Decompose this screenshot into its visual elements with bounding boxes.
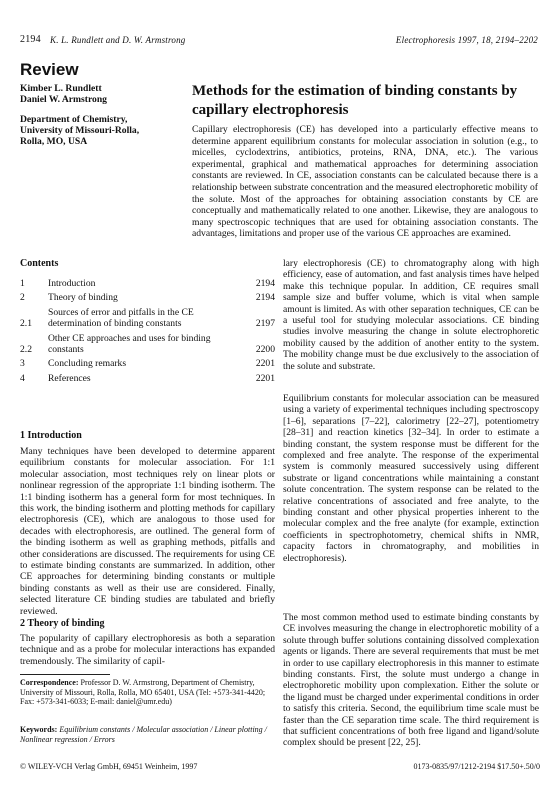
correspondence-text: Professor D. W. Armstrong, Department of Chemistry, University of Missouri, Rolla, Rolla, MO 65401, USA (Tel: +573-341-4420; Fax: +573-341-6033; E-mail: daniel@umr.edu) <box>20 678 266 707</box>
keywords-text: Equilibrium constants / Molecular association / Linear plotting / Nonlinear regression / Errors <box>20 725 267 744</box>
author-name: Kimber L. Rundlett <box>20 83 102 94</box>
toc-page: 2200 <box>255 344 275 356</box>
toc-number: 2.1 <box>20 318 32 330</box>
affiliation <box>20 114 180 147</box>
correspondence-label: Correspondence: <box>20 678 79 687</box>
running-head-journal: Electrophoresis 1997, 18, 2194–2202 <box>395 35 538 45</box>
copyright-footer: © WILEY-VCH Verlag GmbH, 69451 Weinheim, 1997 <box>20 762 198 771</box>
theory-paragraph: The popularity of capillary electrophoresis as both a separation technique and as a probe for molecular interactions has expanded tremendously. The similarity of capil- <box>20 633 275 667</box>
author-name: Daniel W. Armstrong <box>20 94 107 105</box>
toc-page: 2201 <box>255 358 275 370</box>
section-heading: 2 Theory of binding <box>20 618 105 629</box>
footnote-divider <box>20 674 110 675</box>
toc-item <box>20 373 275 384</box>
section-heading: 1 Introduction <box>20 430 82 441</box>
contents-heading: Contents <box>20 258 59 269</box>
toc-title: Theory of binding <box>48 292 118 304</box>
keywords-label: Keywords: <box>20 725 58 734</box>
toc-number: 1 <box>20 278 25 289</box>
toc-item <box>20 278 275 289</box>
toc-title: Concluding remarks <box>48 358 127 370</box>
keywords-note <box>20 725 278 744</box>
toc-item <box>20 292 275 303</box>
toc-item <box>20 307 275 330</box>
section-label: Review <box>20 60 79 79</box>
author-list <box>20 83 180 105</box>
affiliation-line: Department of Chemistry, <box>20 114 128 125</box>
toc-page: 2197 <box>255 318 275 330</box>
running-head-authors: K. L. Rundlett and D. W. Armstrong <box>50 35 186 45</box>
toc-item <box>20 358 275 369</box>
article-title: Methods for the estimation of binding constants by capillary electrophoresis <box>192 83 518 118</box>
intro-paragraph: Many techniques have been developed to determine apparent equilibrium constants for molecular association. For 1:1 molecular association, most techniques rely on linear plots or nonlinear regression of the appropriate 1:1 binding isotherm. The 1:1 binding isotherm has a general form for most techniques. In this work, the binding isotherm and plotting methods for capillary electrophoresis (CE), which are analogous to those used for decades with electrophoresis, are outlined. The general form of the binding isotherm as well as graphing methods, pitfalls and other considerations are discussed. The requirements for using CE to estimate binding constants are summarized. In addition, other CE approaches for determining binding constants or multiple binding constants as well as their use are considered. Finally, selected literature CE binding studies are tabulated and briefly reviewed. <box>20 446 275 617</box>
toc-title: Sources of error and pitfalls in the CE determination of binding constants <box>48 306 194 330</box>
toc-item <box>20 333 275 356</box>
body-paragraph: The most common method used to estimate binding constants by CE involves measuring the change in electrophoretic mobility of a solute through buffer solutions containing dissolved complexation agents or ligands. There are several requirements that must be met in order to use capillary electrophoresis in this manner to estimate binding constants. First, the solute must undergo a change in electrophoretic mobility upon complexation. Either the solute or the ligand must be charged under experimental conditions in order to satisfy this criteria. Second, the equilibrium time scale must be faster than the CE separation time scale. The third requirement is that sufficient concentrations of both free ligand and ligand/solute complex should be present [22, 25]. <box>283 612 539 749</box>
affiliation-line: University of Missouri-Rolla, <box>20 125 140 136</box>
toc-number: 2 <box>20 292 25 304</box>
toc-page: 2194 <box>255 292 275 304</box>
abstract: Capillary electrophoresis (CE) has developed into a particularly effective means to determine apparent equilibrium constants for molecular association in solution (e.g., to micelles, cyclodextrins, antibiotics, proteins, RNA, DNA, etc.). The various experimental, graphical and mathematical approaches for determining association constants are reviewed. In CE, association constants can be calculated because there is a relationship between substrate concentration and the measured electrophoretic mobility of the solute. Most of the approaches for obtaining association constants by CE are conceptually and mathematically related to one another. Likewise, they are analogous to many spectroscopic techniques that are used for obtaining association constants. The advantages, limitations and proper use of the various CE approaches are examined. <box>192 124 538 240</box>
body-paragraph: lary electrophoresis (CE) to chromatography along with high efficiency, ease of automation, and fast analysis times have helped make this technique popular. In addition, CE requires small sample size and buffer volume, which is vital when sample amount is limited. As with other separation techniques, CE can be a useful tool for studying molecular associations. CE binding studies involve measuring the change in solute electrophoretic mobility caused by the addition of another entity to the system. The mobility change must be due exclusively to the association of the solute and substrate. <box>283 258 539 372</box>
toc-page: 2201 <box>255 372 275 384</box>
table-of-contents <box>20 278 275 387</box>
issn-footer: 0173-0835/97/1212-2194 $17.50+.50/0 <box>413 762 540 771</box>
affiliation-line: Rolla, MO, USA <box>20 136 88 147</box>
body-paragraph: Equilibrium constants for molecular association can be measured using a variety of experimental techniques including spectroscopy [1–6], separations [7–22], calorimetry [22–27], potentiometry [28–31] and reaction kinetics [32–34]. In order to estimate a binding constant, the system response must be different for the complexed and free analyte. The response of the experimental system is commonly measured successively using different substrate or ligand concentrations while maintaining a constant solute concentration. The system response can be related to the relative concentrations of associated and free analyte, to the binding constant and other physical properties inherent to the molecular complex and the free analyte (for example, extinction coefficients in spectrophotometry, chemical shifts in NMR, capacity factors in chromatography, and mobilities in electrophoresis). <box>283 393 539 564</box>
page-number: 2194 <box>20 34 41 45</box>
toc-title: Introduction <box>48 278 96 289</box>
correspondence-note <box>20 678 278 707</box>
toc-title: References <box>48 372 91 384</box>
toc-title: Other CE approaches and uses for binding constants <box>48 332 211 356</box>
toc-number: 2.2 <box>20 344 32 356</box>
toc-number: 3 <box>20 358 25 370</box>
toc-number: 4 <box>20 372 25 384</box>
toc-page: 2194 <box>255 278 275 289</box>
